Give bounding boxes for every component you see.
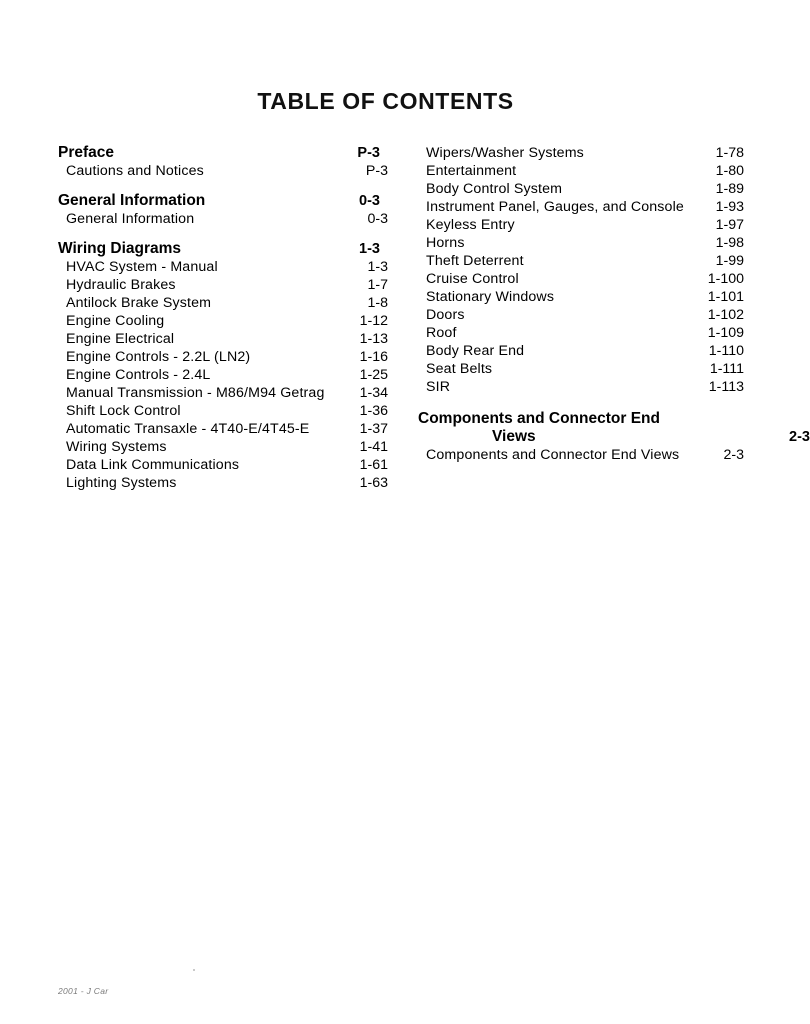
dot-leader (542, 437, 773, 438)
toc-entry-label: Theft Deterrent (426, 253, 524, 269)
page-footer: 2001 - J Car (58, 986, 109, 996)
toc-section-row[interactable] (58, 192, 380, 210)
toc-entry-row[interactable] (418, 270, 744, 288)
toc-entry-label: Engine Cooling (66, 313, 165, 329)
toc-entry-row[interactable] (418, 288, 744, 306)
dot-leader (200, 219, 351, 220)
toc-entry-label: General Information (66, 211, 195, 227)
toc-entry-label: Cruise Control (426, 271, 519, 287)
dot-leader (463, 333, 705, 334)
toc-section-label: Preface (58, 144, 115, 161)
toc-entry-label: Antilock Brake System (66, 295, 212, 311)
toc-left-column (58, 144, 388, 492)
dot-leader (182, 483, 351, 484)
dot-leader (216, 375, 351, 376)
toc-entry-row[interactable] (58, 330, 388, 348)
toc-section-row[interactable] (58, 144, 380, 162)
toc-entry-row[interactable] (418, 342, 744, 360)
page-title: TABLE OF CONTENTS (257, 88, 514, 114)
toc-entry-label: Lighting Systems (66, 475, 177, 491)
dot-leader (560, 297, 705, 298)
toc-page-number: 1-99 (715, 253, 744, 269)
toc-section-wrapped[interactable] (418, 410, 810, 464)
toc-entry-label: Wipers/Washer Systems (426, 145, 584, 161)
toc-page-number: 1-61 (359, 457, 388, 473)
toc-entry-row[interactable] (418, 234, 744, 252)
toc-section-row[interactable] (58, 240, 380, 258)
toc-entry-row[interactable] (58, 210, 388, 228)
toc-entry-row[interactable] (58, 456, 388, 474)
toc-entry-row[interactable] (58, 402, 388, 420)
dot-leader (471, 243, 707, 244)
toc-entry-row[interactable] (418, 216, 744, 234)
toc-page-number: 1-7 (367, 277, 388, 293)
toc-entry-label: Shift Lock Control (66, 403, 181, 419)
toc-entry-label: HVAC System - Manual (66, 259, 218, 275)
toc-entry-row[interactable] (58, 420, 388, 438)
toc-page-number: 1-78 (715, 145, 744, 161)
toc-entry-label: Engine Electrical (66, 331, 175, 347)
toc-entry-label: Horns (426, 235, 465, 251)
dot-leader (568, 189, 707, 190)
toc-section-label: General Information (58, 192, 206, 209)
toc-entry-row[interactable] (58, 294, 388, 312)
dot-leader (525, 279, 705, 280)
toc-entry-row[interactable] (418, 252, 744, 270)
toc-entry-label: Components and Connector End Views (426, 447, 680, 463)
toc-page-number: P-3 (365, 163, 388, 179)
toc-entry-label: Doors (426, 307, 465, 323)
toc-entry-label: Automatic Transaxle - 4T40-E/4T45-E (66, 421, 310, 437)
toc-entry-label: Manual Transmission - M86/M94 Getrag (66, 385, 325, 401)
dot-leader (456, 387, 706, 388)
dot-leader (498, 369, 707, 370)
toc-page-number: 1-109 (707, 325, 744, 341)
dot-leader (690, 207, 707, 208)
dot-leader (245, 465, 351, 466)
toc-page-number: 1-37 (359, 421, 388, 437)
toc-page-number: 0-3 (367, 211, 388, 227)
toc-entry-label: Instrument Panel, Gauges, and Console (426, 199, 684, 215)
toc-page-number: 1-16 (359, 349, 388, 365)
toc-right-column (418, 144, 810, 464)
toc-entry-label: SIR (426, 379, 451, 395)
dot-leader (530, 261, 707, 262)
toc-entry-row[interactable] (418, 144, 744, 162)
toc-page-number: 1-8 (367, 295, 388, 311)
toc-page-number: 1-34 (359, 385, 388, 401)
toc-entry-row[interactable] (58, 258, 388, 276)
toc-entry-row[interactable] (418, 306, 744, 324)
toc-entry-label: Entertainment (426, 163, 517, 179)
dot-leader (590, 153, 707, 154)
toc-section-label-line1: Components and Connector End (418, 410, 660, 427)
toc-page-number: 1-25 (359, 367, 388, 383)
dot-leader (173, 447, 351, 448)
toc-page-number: 1-3 (359, 241, 380, 257)
dot-leader (224, 267, 351, 268)
toc-page-number: P-3 (357, 145, 380, 161)
toc-page-number: 1-80 (715, 163, 744, 179)
toc-entry-label: Engine Controls - 2.2L (LN2) (66, 349, 251, 365)
dot-leader (211, 201, 343, 202)
toc-section-row[interactable] (418, 428, 810, 446)
toc-entry-row[interactable] (418, 162, 744, 180)
toc-page-number: 1-102 (707, 307, 744, 323)
dot-leader (182, 285, 351, 286)
dot-leader (217, 303, 351, 304)
toc-entry-label: Hydraulic Brakes (66, 277, 176, 293)
toc-page-number: 1-100 (707, 271, 744, 287)
toc-entry-row[interactable] (58, 348, 388, 366)
toc-section-label-line2: Views (492, 428, 536, 445)
dot-leader (256, 357, 351, 358)
toc-entry-label: Cautions and Notices (66, 163, 204, 179)
toc-entry-label: Seat Belts (426, 361, 493, 377)
toc-page-number: 1-36 (359, 403, 388, 419)
toc-section-label: Wiring Diagrams (58, 240, 182, 257)
toc-entry-label: Roof (426, 325, 457, 341)
toc-entry-row[interactable] (58, 366, 388, 384)
dot-leader (187, 411, 351, 412)
dot-leader (331, 393, 351, 394)
dot-leader (685, 455, 707, 456)
toc-page-number: 1-12 (359, 313, 388, 329)
toc-entry-row[interactable] (418, 446, 744, 464)
toc-entry-label: Keyless Entry (426, 217, 515, 233)
dot-leader (522, 171, 707, 172)
toc-entry-row[interactable] (58, 438, 388, 456)
dot-leader (530, 351, 706, 352)
toc-entry-row[interactable] (418, 180, 744, 198)
dot-leader (180, 339, 351, 340)
toc-page-number: 1-3 (367, 259, 388, 275)
toc-entry-row[interactable] (58, 384, 388, 402)
toc-entry-row[interactable] (58, 276, 388, 294)
toc-entry-label: Data Link Communications (66, 457, 240, 473)
dot-leader (120, 153, 343, 154)
dot-leader (187, 249, 343, 250)
toc-entry-label: Body Rear End (426, 343, 525, 359)
dot-leader (210, 171, 351, 172)
toc-page-number: 2-3 (789, 429, 810, 445)
toc-page-number: 1-113 (708, 379, 744, 395)
toc-page-number: 1-13 (359, 331, 388, 347)
toc-page-number: 1-101 (707, 289, 744, 305)
toc-entry-row[interactable] (418, 198, 744, 216)
toc-page-number: 1-97 (715, 217, 744, 233)
toc-page-number: 1-98 (715, 235, 744, 251)
dot-leader (170, 321, 351, 322)
dot-leader (521, 225, 707, 226)
toc-entry-row[interactable] (58, 474, 388, 492)
toc-entry-label: Wiring Systems (66, 439, 167, 455)
toc-entry-row[interactable] (58, 162, 388, 180)
toc-entry-label: Engine Controls - 2.4L (66, 367, 211, 383)
toc-entry-label: Body Control System (426, 181, 563, 197)
toc-page-number: 1-89 (715, 181, 744, 197)
toc-entry-row[interactable] (418, 378, 744, 396)
toc-page-number: 1-111 (709, 361, 744, 377)
toc-page-number: 1-41 (359, 439, 388, 455)
toc-entry-row[interactable] (58, 312, 388, 330)
dot-leader (315, 429, 351, 430)
toc-page-number: 0-3 (359, 193, 380, 209)
scan-speck (193, 969, 195, 971)
toc-page-number: 1-110 (708, 343, 744, 359)
toc-entry-row[interactable] (418, 324, 744, 342)
toc-page-number: 1-63 (359, 475, 388, 491)
toc-entry-row[interactable] (418, 360, 744, 378)
dot-leader (471, 315, 705, 316)
toc-entry-label: Stationary Windows (426, 289, 555, 305)
toc-page-number: 1-93 (715, 199, 744, 215)
toc-page-number: 2-3 (723, 447, 744, 463)
